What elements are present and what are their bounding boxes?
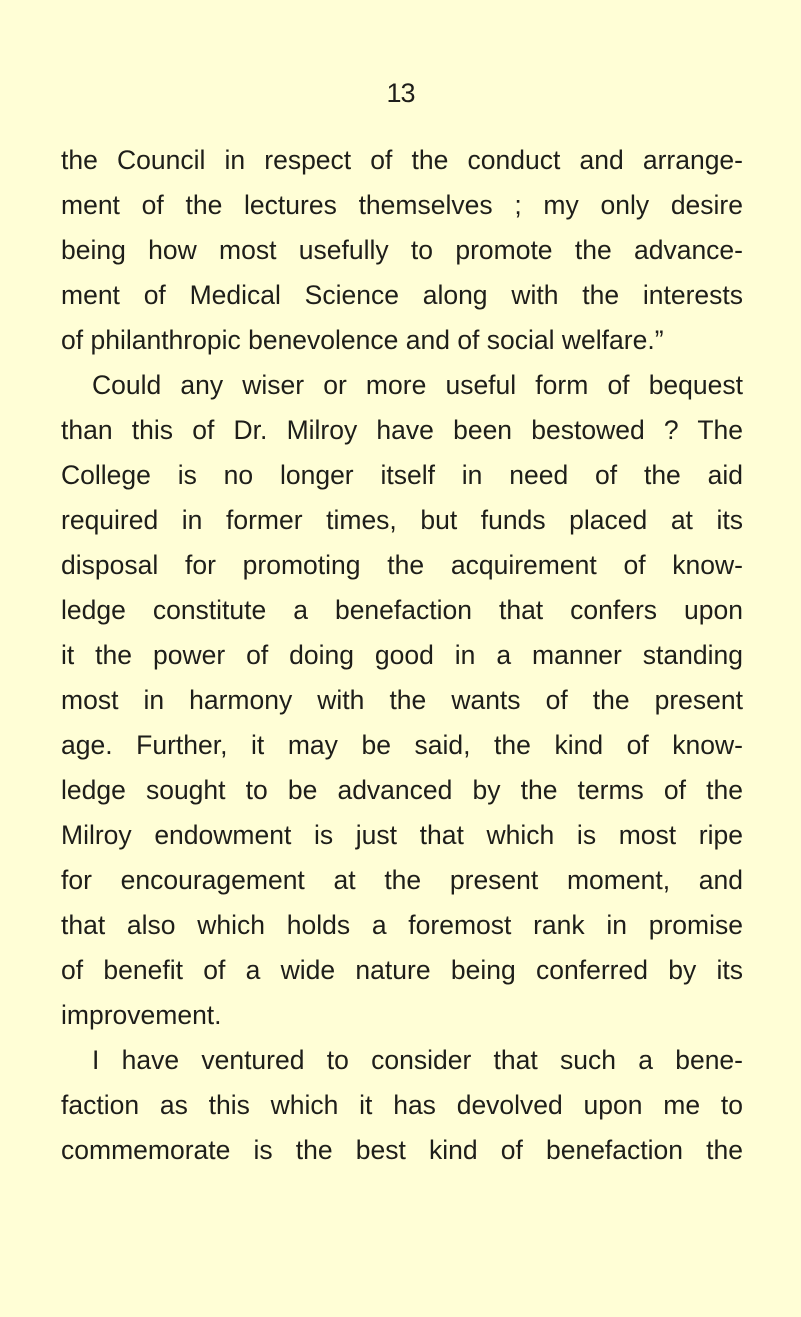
body-text — [61, 138, 743, 1173]
text-line: required in former times, but funds placed at its — [61, 505, 743, 535]
text-line: ment of the lectures themselves ; my only desire — [61, 190, 743, 220]
text-line: ledge constitute a benefaction that confers upon — [61, 595, 743, 625]
text-line: Could any wiser or more useful form of bequest — [92, 370, 743, 400]
text-line: improvement. — [61, 1000, 222, 1030]
text-line: for encouragement at the present moment, and — [61, 865, 743, 895]
text-line: Milroy endowment is just that which is most ripe — [61, 820, 743, 850]
text-line: of philanthropic benevolence and of social welfare.” — [61, 325, 664, 355]
text-line: most in harmony with the wants of the present — [61, 685, 743, 715]
text-line: of benefit of a wide nature being conferred by its — [61, 955, 743, 985]
text-line: faction as this which it has devolved upon me to — [61, 1090, 743, 1120]
text-line: that also which holds a foremost rank in promise — [61, 910, 743, 940]
text-line: age. Further, it may be said, the kind of know- — [61, 730, 743, 760]
page-number: 13 — [386, 78, 415, 108]
text-line: than this of Dr. Milroy have been bestowed ? The — [61, 415, 743, 445]
text-line: ledge sought to be advanced by the terms of the — [61, 775, 743, 805]
text-line: it the power of doing good in a manner standing — [61, 640, 743, 670]
text-line: the Council in respect of the conduct and arrange- — [61, 145, 743, 175]
text-line: commemorate is the best kind of benefaction the — [61, 1135, 743, 1165]
text-line: ment of Medical Science along with the interests — [61, 280, 743, 310]
text-line: College is no longer itself in need of the aid — [61, 460, 743, 490]
text-line: being how most usefully to promote the advance- — [61, 235, 743, 265]
text-line: disposal for promoting the acquirement of know- — [61, 550, 743, 580]
text-line: I have ventured to consider that such a bene- — [92, 1045, 743, 1075]
